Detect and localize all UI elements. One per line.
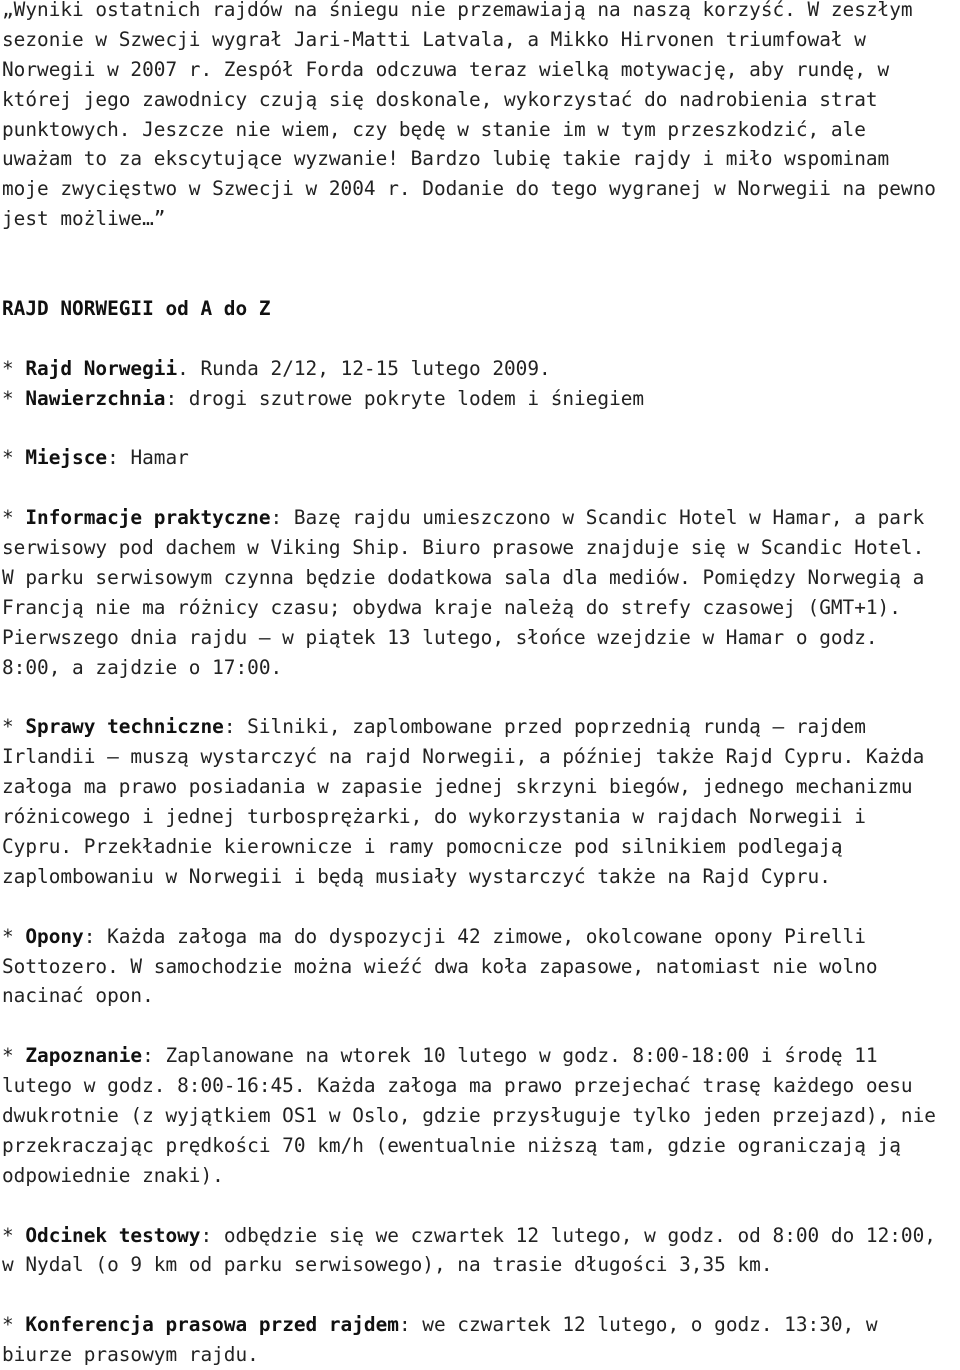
item-text-line: W parku serwisowym czynna będzie dodatkowa sala dla mediów. Pomiędzy Norwegią a xyxy=(2,565,925,589)
bullet-star: * xyxy=(2,356,26,380)
intro-line: „Wyniki ostatnich rajdów na śniegu nie przemawiają na naszą korzyść. W zeszłym xyxy=(2,0,913,21)
item-text-line: serwisowy pod dachem w Viking Ship. Biuro prasowe znajduje się w Scandic Hotel. xyxy=(2,536,925,560)
bullet-star: * xyxy=(2,715,26,739)
item-text-line: nacinać opon. xyxy=(2,984,154,1008)
item-text-line: Irlandii – muszą wystarczyć na rajd Norwegii, a później także Rajd Cypru. Każda xyxy=(2,745,925,769)
intro-line: uważam to za ekscytujące wyzwanie! Bardzo lubię takie rajdy i miło wspominam xyxy=(2,147,890,171)
item-nawierzchnia xyxy=(2,384,960,414)
item-label: Odcinek testowy xyxy=(25,1223,201,1247)
item-text: : we czwartek 12 lutego, o godz. 13:30, w xyxy=(398,1313,878,1337)
item-text-line: przekraczając prędkości 70 km/h (ewentualnie niższą tam, gdzie ograniczają ją xyxy=(2,1133,901,1157)
item-konferencja xyxy=(2,1310,960,1370)
item-text-line: różnicowego i jednej turbosprężarki, do wykorzystania w rajdach Norwegii i xyxy=(2,805,866,829)
item-sprawy-techniczne xyxy=(2,712,960,891)
item-text: : Silniki, zaplombowane przed poprzednią rundą – rajdem xyxy=(223,715,866,739)
item-text-line: 8:00, a zajdzie o 17:00. xyxy=(2,655,283,679)
item-text: : Każda załoga ma do dyspozycji 42 zimowe, okolcowane opony Pirelli xyxy=(83,924,866,948)
bullet-star: * xyxy=(2,924,26,948)
bullet-star: * xyxy=(2,1223,26,1247)
item-text: : Hamar xyxy=(107,446,189,470)
item-label: Miejsce xyxy=(25,446,108,470)
item-rajd xyxy=(2,354,960,384)
section-heading: RAJD NORWEGII od A do Z xyxy=(2,296,271,320)
item-text-line: w Nydal (o 9 km od parku serwisowego), na trasie długości 3,35 km. xyxy=(2,1253,773,1277)
item-zapoznanie xyxy=(2,1041,960,1190)
item-text-line: dwukrotnie (z wyjątkiem OS1 w Oslo, gdzie przysługuje tylko jeden przejazd), nie xyxy=(2,1103,936,1127)
item-label: Informacje praktyczne xyxy=(25,506,271,530)
item-opony xyxy=(2,922,960,1012)
intro-line: moje zwycięstwo w Szwecji w 2004 r. Dodanie do tego wygranej w Norwegii na pewno xyxy=(2,177,936,201)
item-text-line: lutego w godz. 8:00-16:45. Każda załoga ma prawo przejechać trasę każdego oesu xyxy=(2,1074,913,1098)
item-miejsce xyxy=(2,443,960,473)
item-text: : drogi szutrowe pokryte lodem i śniegiem xyxy=(165,386,645,410)
item-label: Nawierzchnia xyxy=(25,386,166,410)
intro-line: sezonie w Szwecji wygrał Jari-Matti Latvala, a Mikko Hirvonen triumfował w xyxy=(2,27,866,51)
item-text: : Zaplanowane na wtorek 10 lutego w godz. 8:00-18:00 i środę 11 xyxy=(142,1044,878,1068)
item-odcinek-testowy xyxy=(2,1221,960,1281)
intro-quote xyxy=(2,0,960,234)
intro-line: której jego zawodnicy czują się doskonale, wykorzystać do nadrobienia strat xyxy=(2,87,878,111)
item-text: : Bazę rajdu umieszczono w Scandic Hotel w Hamar, a park xyxy=(270,506,925,530)
item-informacje xyxy=(2,503,960,682)
bullet-star: * xyxy=(2,1044,26,1068)
item-label: Opony xyxy=(25,924,84,948)
intro-line: Norwegii w 2007 r. Zespół Forda odczuwa teraz wielką motywację, aby rundę, w xyxy=(2,57,890,81)
item-label: Sprawy techniczne xyxy=(25,715,224,739)
bullet-star: * xyxy=(2,446,26,470)
item-label: Rajd Norwegii xyxy=(25,356,178,380)
bullet-star: * xyxy=(2,1313,26,1337)
intro-line: jest możliwe…” xyxy=(2,207,166,231)
item-text-line: Cypru. Przekładnie kierownicze i ramy pomocnicze pod silnikiem podlegają xyxy=(2,834,843,858)
bullet-star: * xyxy=(2,386,26,410)
item-text-line: Sottozero. W samochodzie można wieźć dwa koła zapasowe, natomiast nie wolno xyxy=(2,954,878,978)
item-text-line: biurze prasowym rajdu. xyxy=(2,1343,259,1367)
item-text-line: załoga ma prawo posiadania w zapasie jednej skrzyni biegów, jednego mechanizmu xyxy=(2,775,913,799)
item-text: : odbędzie się we czwartek 12 lutego, w godz. od 8:00 do 12:00, xyxy=(200,1223,936,1247)
intro-line: punktowych. Jeszcze nie wiem, czy będę w stanie im w tym przeszkodzić, ale xyxy=(2,117,866,141)
item-label: Zapoznanie xyxy=(25,1044,143,1068)
item-text: . Runda 2/12, 12-15 lutego 2009. xyxy=(177,356,551,380)
item-text-line: odpowiednie znaki). xyxy=(2,1163,224,1187)
item-text-line: Pierwszego dnia rajdu – w piątek 13 lutego, słońce wzejdzie w Hamar o godz. xyxy=(2,625,878,649)
item-label: Konferencja prasowa przed rajdem xyxy=(25,1313,399,1337)
bullet-star: * xyxy=(2,506,26,530)
item-text-line: Francją nie ma różnicy czasu; obydwa kraje należą do strefy czasowej (GMT+1). xyxy=(2,595,901,619)
item-text-line: zaplombowaniu w Norwegii i będą musiały wystarczyć także na Rajd Cypru. xyxy=(2,864,831,888)
